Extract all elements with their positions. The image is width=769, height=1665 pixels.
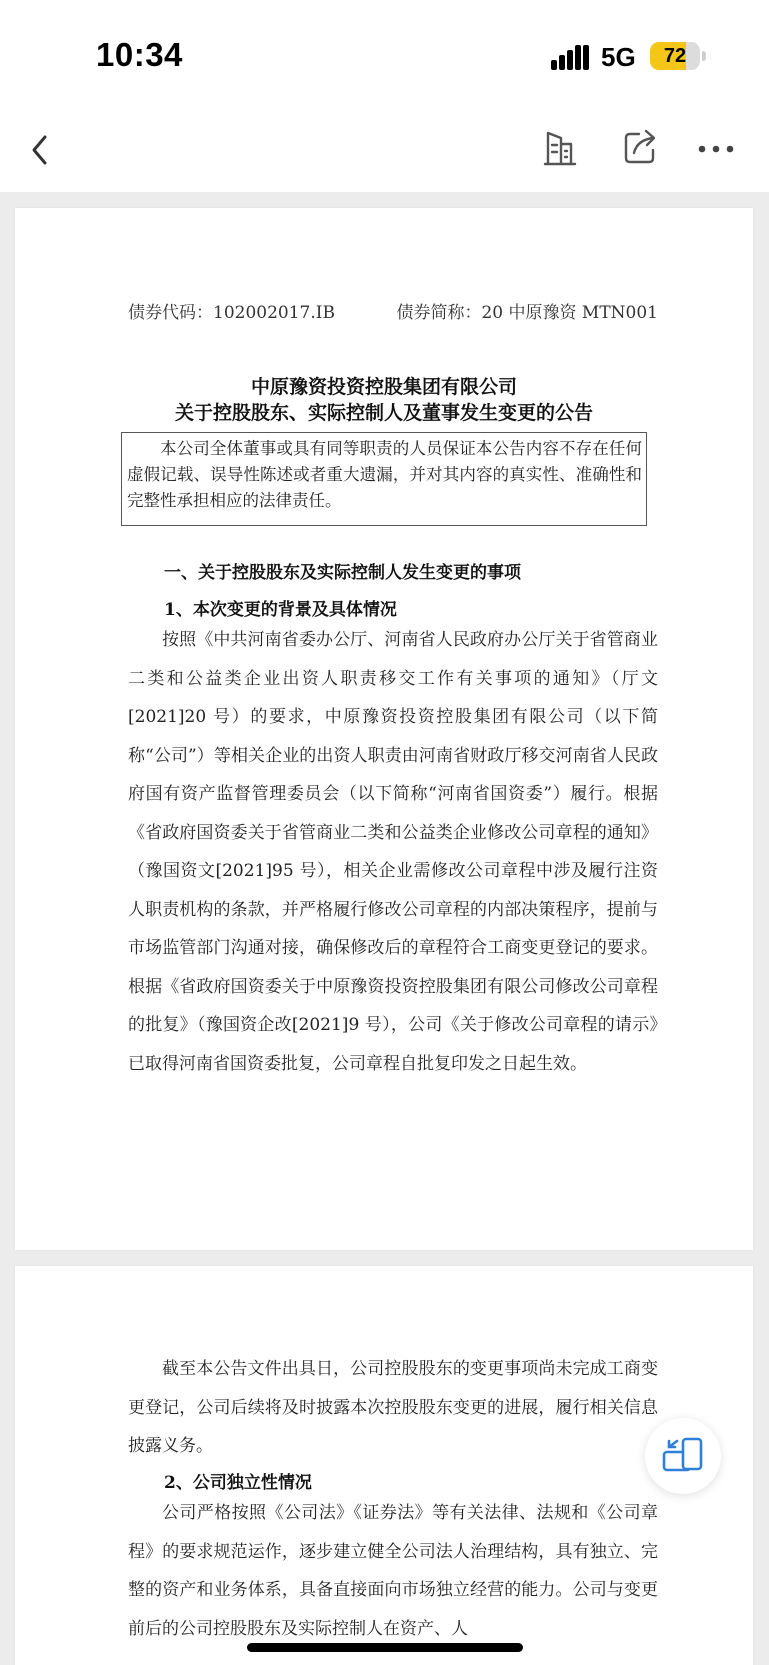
subsection1-heading: 1、本次变更的背景及具体情况 <box>164 600 397 620</box>
back-button[interactable] <box>26 130 56 170</box>
company-title: 中原豫资投资控股集团有限公司 <box>250 376 517 398</box>
share-icon[interactable] <box>620 126 660 168</box>
screen-rotate-icon <box>661 1436 705 1476</box>
battery-tip <box>702 51 706 61</box>
paragraph-background: 按照《中共河南省委办公厅、河南省人民政府办公厅关于省管商业二类和公益类企业出资人职责移交工作有关事项的通知》（厅文[2021]20 号）的要求，中原豫资投资控股集团有限公司（以下简称“公司”）等相关企业的出资人职责由河南省财政厅移交河南省人民政府国有资产监督管理委员会（以下简称“河南省国资委”）履行。根据《省政府国资委关于省管商业二类和公益类企业修改公司章程的通知》（豫国资文[2021]95 号），相关企业需修改公司章程中涉及履行注资人职责机构的条款，并严格履行修改公司章程的内部决策程序，提前与市场监管部门沟通对接，确保修改后的章程符合工商变更登记的要求。根据《省政府国资委关于中原豫资投资控股集团有限公司修改公司章程的批复》（豫国资企改[2021]9 号），公司《关于修改公司章程的请示》已取得河南省国资委批复，公司章程自批复印发之日起生效。 <box>128 630 658 1074</box>
bond-short-name: 债券简称：20 中原豫资 MTN001 <box>396 303 658 323</box>
more-button[interactable] <box>696 134 736 164</box>
announcement-title: 关于控股股东、实际控制人及董事发生变更的公告 <box>174 402 593 424</box>
paragraph-status: 截至本公告文件出具日，公司控股股东的变更事项尚未完成工商变更登记，公司后续将及时披露本次控股股东变更的进展，履行相关信息披露义务。 <box>128 1359 658 1456</box>
home-indicator[interactable] <box>247 1643 523 1652</box>
cellular-signal-icon <box>551 44 591 70</box>
network-type: 5G <box>601 42 636 72</box>
status-time: 10:34 <box>96 36 183 73</box>
nav-bar <box>0 110 769 192</box>
disclaimer-box: 本公司全体董事或具有同等职责的人员保证本公告内容不存在任何虚假记载、误导性陈述或者重大遗漏，并对其内容的真实性、准确性和完整性承担相应的法律责任。 <box>121 432 647 526</box>
document-page-2[interactable] <box>15 1266 753 1665</box>
battery-level: 72 <box>663 45 687 67</box>
building-icon[interactable] <box>540 128 580 168</box>
battery-icon <box>650 42 700 70</box>
rotate-screen-button[interactable] <box>645 1418 721 1494</box>
status-bar <box>0 0 769 110</box>
document-page-1[interactable] <box>15 208 753 1250</box>
section1-heading: 一、关于控股股东及实际控制人发生变更的事项 <box>164 563 521 583</box>
subsection2-heading: 2、公司独立性情况 <box>164 1473 312 1493</box>
bond-code: 债券代码：102002017.IB <box>128 303 335 323</box>
paragraph-independence: 公司严格按照《公司法》《证券法》等有关法律、法规和《公司章程》的要求规范运作，逐步建立健全公司法人治理结构，具有独立、完整的资产和业务体系，具备直接面向市场独立经营的能力。公司与变更前后的公司控股股东及实际控制人在资产、人 <box>128 1503 658 1639</box>
